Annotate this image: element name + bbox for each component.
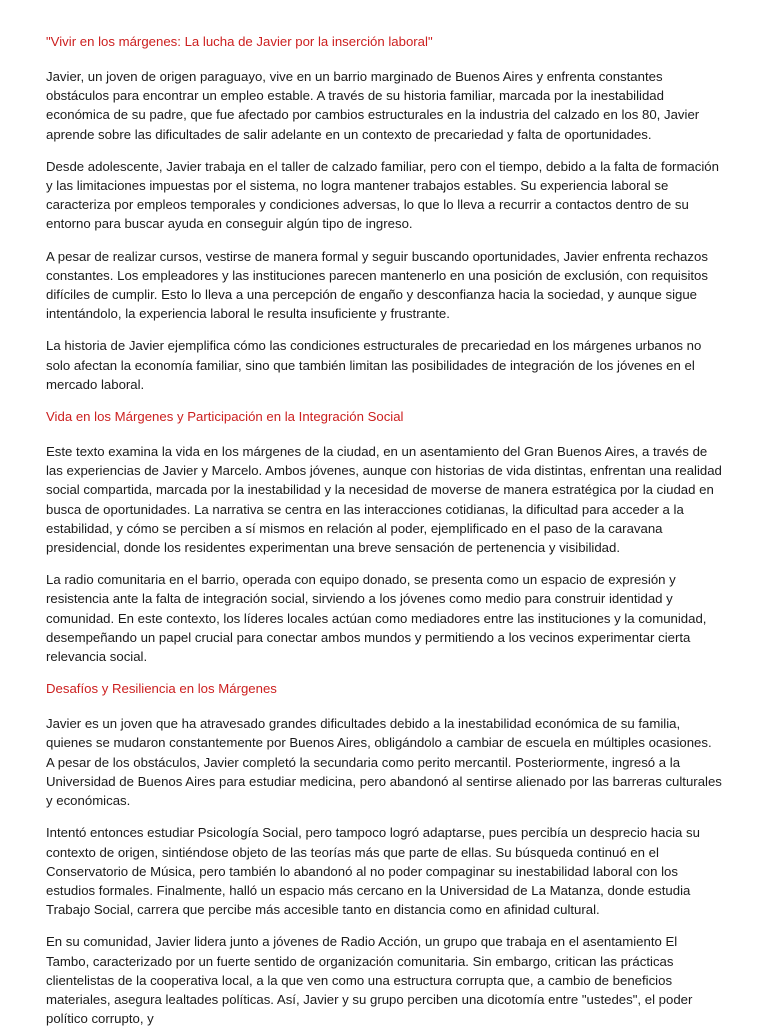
paragraph: Javier, un joven de origen paraguayo, vive en un barrio marginado de Buenos Aires y enfrenta constantes obstáculos para encontrar un empleo estable. A través de su historia familiar, marcada por la inestabilidad económica de su padre, que fue afectado por cambios estructurales en la industria del calzado en los 80, Javier aprende sobre las dificultades de salir adelante en un contexto de precariedad y falta de oportunidades. <box>46 69 700 142</box>
paragraph: Intentó entonces estudiar Psicología Social, pero tampoco logró adaptarse, pues percibía un desprecio hacia su contexto de origen, sintiéndose objeto de las teorías más que parte de ellas. Su búsqueda continuó en el Conservatorio de Música, pero también lo abandonó al no poder compaginar su inestabilidad laboral con los estudios formales. Finalmente, halló un espacio más cercano en la Universidad de La Matanza, donde estudia Trabajo Social, carrera que percibe más accesible tanto en distancia como en afinidad cultural. <box>46 825 700 918</box>
paragraph: Este texto examina la vida en los márgenes de la ciudad, en un asentamiento del Gran Buenos Aires, a través de las experiencias de Javier y Marcelo. Ambos jóvenes, aunque con historias de vida distintas, enfrentan una realidad social compartida, marcada por la inestabilidad y la necesidad de moverse de manera estratégica por la ciudad en busca de oportunidades. La narrativa se centra en las interacciones cotidianas, la dificultad para acceder a la estabilidad, y cómo se perciben a sí mismos en relación al poder, ejemplificado en el paso de la caravana presidencial, donde los residentes experimentan una breve sensación de pertenencia y visibilidad. <box>46 444 722 556</box>
paragraph: A pesar de realizar cursos, vestirse de manera formal y seguir buscando oportunidades, Javier enfrenta rechazos constantes. Los empleadores y las instituciones parecen mantenerlo en una posición de exclusión, con requisitos difíciles de cumplir. Esto lo lleva a una percepción de engaño y desconfianza hacia la sociedad, y aunque sigue intentándolo, la experiencia laboral le resulta insuficiente y frustrante. <box>46 248 708 322</box>
section-heading: Desafíos y Resiliencia en los Márgenes <box>46 681 277 697</box>
paragraph: La radio comunitaria en el barrio, operada con equipo donado, se presenta como un espacio de expresión y resistencia ante la falta de integración social, sirviendo a los jóvenes como medio para construir identidad y comunidad. En este contexto, los líderes locales actúan como mediadores entre las instituciones y la comunidad, desempeñando un papel crucial para conectar ambos mundos y permitiendo a los vecinos experimentar cierta relevancia social. <box>46 572 707 665</box>
paragraph: Javier es un joven que ha atravesado grandes dificultades debido a la inestabilidad económica de su familia, quienes se mudaron constantemente por Buenos Aires, obligándolo a cambiar de escuela en múltiples ocasiones. A pesar de los obstáculos, Javier completó la secundaria como perito mercantil. Posteriormente, ingresó a la Universidad de Buenos Aires para estudiar medicina, pero abandonó al sentirse alienado por las barreras culturales y económicas. <box>46 716 722 809</box>
section-inclusion-laboral <box>46 32 722 394</box>
paragraph: Desde adolescente, Javier trabaja en el taller de calzado familiar, pero con el tiempo, debido a la falta de formación y las limitaciones impuestas por el sistema, no logra mantener trabajos estables. Su experiencia laboral se caracteriza por empleos temporales y condiciones adversas, lo que lo lleva a recurrir a contactos dentro de su entorno para buscar ayuda en conseguir algún tipo de ingreso. <box>46 158 719 232</box>
section-desafios-resiliencia <box>46 679 722 1028</box>
section-vida-margenes <box>46 407 722 666</box>
section-heading: "Vivir en los márgenes: La lucha de Javier por la inserción laboral" <box>46 34 433 49</box>
section-heading: Vida en los Márgenes y Participación en la Integración Social <box>46 409 404 425</box>
paragraph: En su comunidad, Javier lidera junto a jóvenes de Radio Acción, un grupo que trabaja en el asentamiento El Tambo, caracterizado por un fuerte sentido de organización comunitaria. Sin embargo, critican las prácticas clientelistas de la cooperativa local, a la que ven como una estructura corrupta que, a cambio de beneficios materiales, asegura lealtades políticas. Así, Javier y su grupo perciben una dicotomía entre "ustedes", el poder político corrupto, y <box>46 934 693 1027</box>
paragraph: La historia de Javier ejemplifica cómo las condiciones estructurales de precariedad en los márgenes urbanos no solo afectan la economía familiar, sino que también limitan las posibilidades de integración de los jóvenes en el mercado laboral. <box>46 338 702 392</box>
